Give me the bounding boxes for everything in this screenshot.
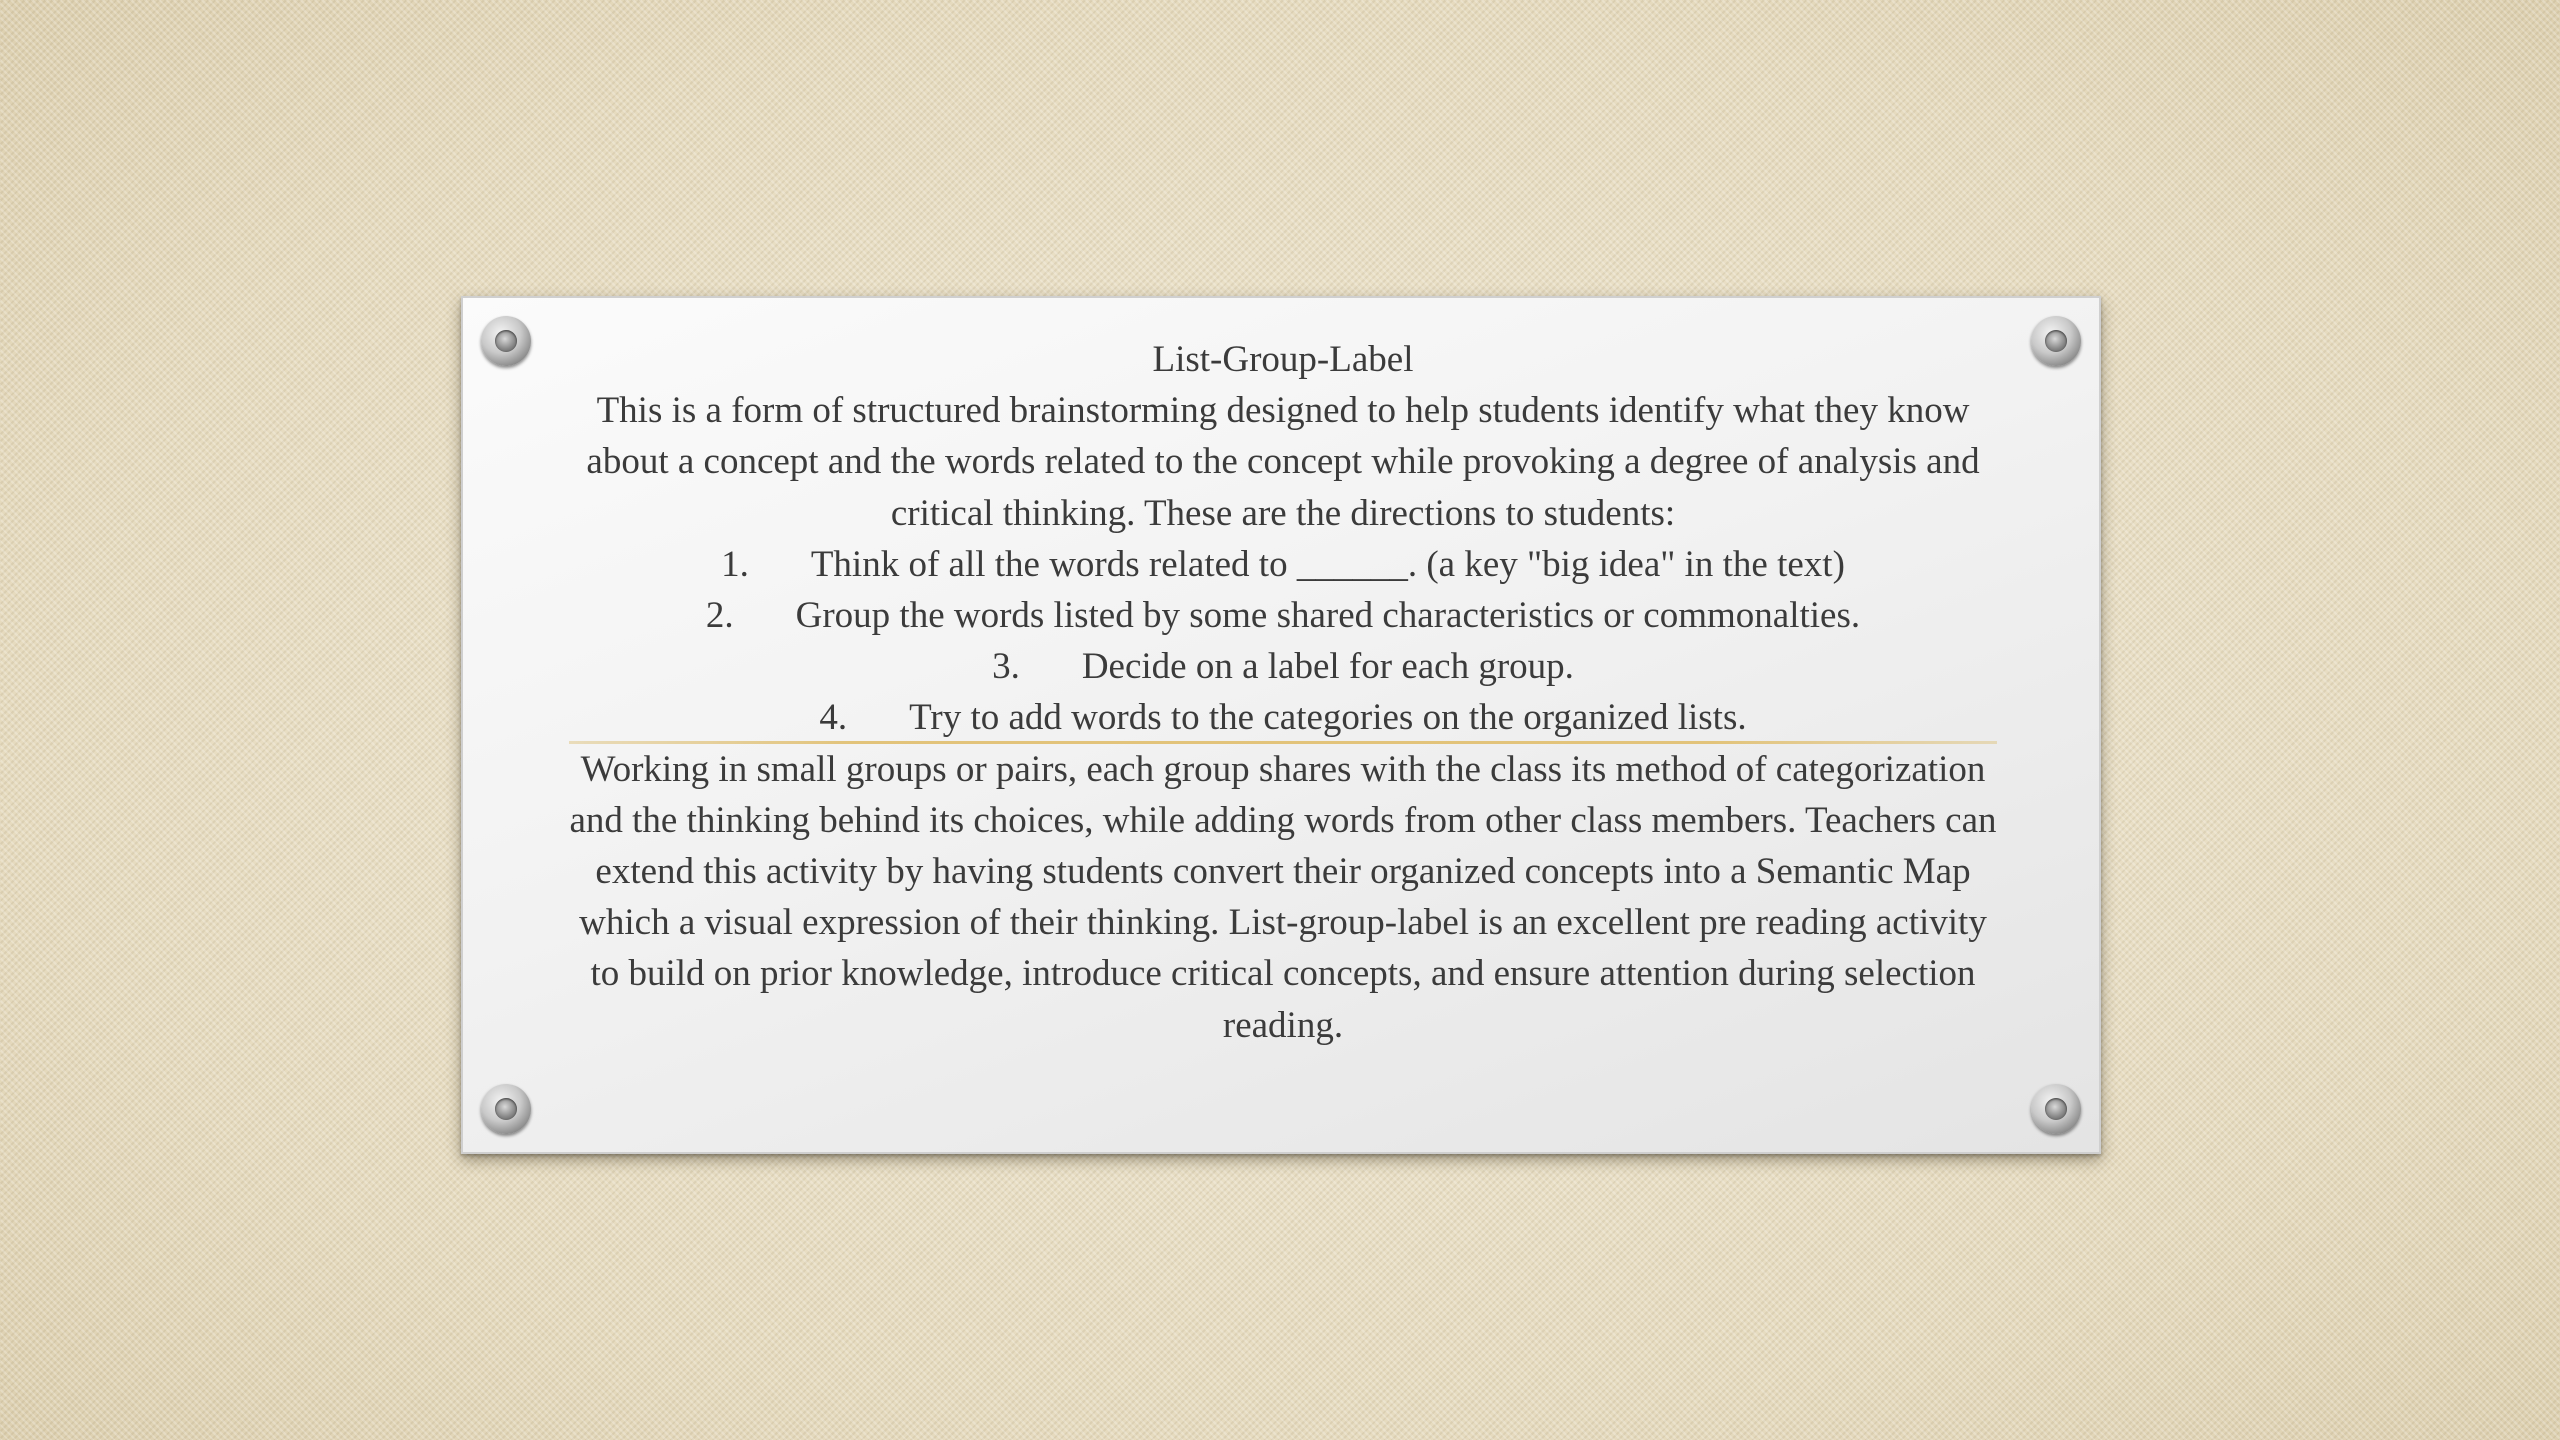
intro-paragraph: This is a form of structured brainstorming designed to help students identify what they know about a concept and the words related to the concept while provoking a degree of analysis and critical thinking. These are the directions to students:: [586, 390, 1980, 534]
list-item: [563, 692, 2003, 743]
step-text: Try to add words to the categories on the organized lists.: [909, 697, 1747, 739]
screw-bottom-left-icon: [481, 1084, 531, 1134]
step-text: Decide on a label for each group.: [1081, 646, 1574, 688]
plaque-text-body: [563, 334, 2003, 1051]
step-number: 2.: [705, 595, 734, 637]
plaque-title: List-Group-Label: [1152, 339, 1414, 380]
screw-bottom-right-icon: [2031, 1084, 2081, 1134]
screw-top-left-icon: [481, 316, 531, 366]
step-text: Group the words listed by some shared characteristics or commonalties.: [795, 595, 1861, 637]
step-number: 1.: [721, 543, 749, 585]
screw-top-right-icon: [2031, 316, 2081, 366]
closing-paragraph: Working in small groups or pairs, each group shares with the class its method of categorization and the thinking behind its choices, while adding words from other class members. Teachers can extend this activity by having students convert their organized concepts into a Semantic Map which a visual expression of their thinking. List-group-label is an excellent pre reading activity to build on prior knowledge, introduce critical concepts, and ensure attention during selection reading.: [569, 748, 1997, 1046]
metal-plaque: [461, 296, 2101, 1154]
list-item: [563, 641, 2003, 692]
step-number: 3.: [992, 646, 1020, 688]
list-item: [563, 590, 2003, 641]
directions-list: [563, 539, 2003, 744]
step-number: 4.: [819, 697, 848, 739]
step-text: Think of all the words related to ______. (a key "big idea" in the text): [810, 543, 1845, 585]
list-item: [563, 539, 2003, 590]
